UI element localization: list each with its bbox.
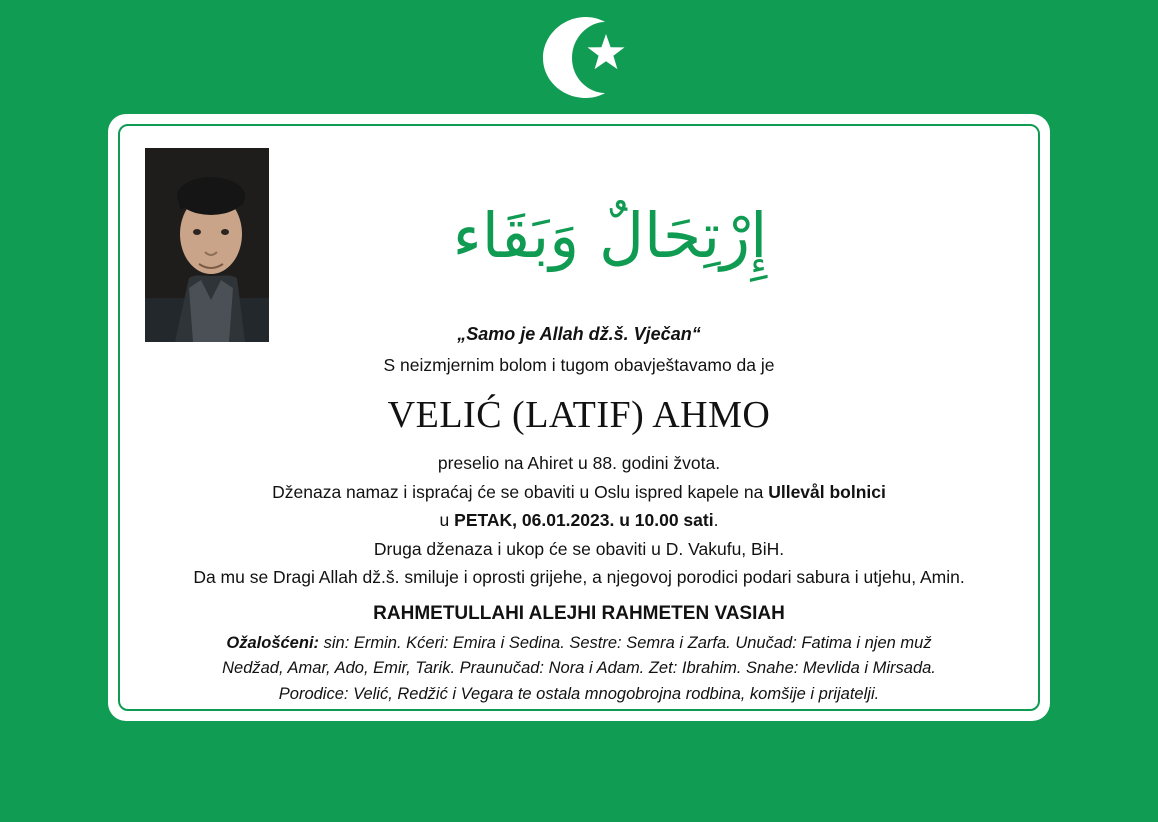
quote-line: „Samo je Allah dž.š. Vječan“ xyxy=(457,324,701,344)
funeral-time-suffix: . xyxy=(713,510,719,531)
portrait-photo-icon xyxy=(145,148,269,342)
rahmetullahi-line: RAHMETULLAHI ALEJHI RAHMETEN VASIAH xyxy=(373,602,785,624)
arabic-calligraphy-text: إِرْتِحَالٌ وَبَقَاء xyxy=(452,199,768,272)
intro-line: S neizmjernim bolom i tugom obavještavamo da je xyxy=(383,355,775,376)
crescent-star-icon xyxy=(524,14,634,100)
funeral-prayer-line xyxy=(150,479,1008,506)
mourners-label: Ožalošćeni: xyxy=(226,633,320,652)
funeral-time-prefix: u xyxy=(439,510,455,531)
arabic-calligraphy xyxy=(415,156,805,316)
obituary-card xyxy=(108,114,1050,721)
crescent-star-emblem xyxy=(0,12,1158,102)
funeral-prayer-prefix: Dženaza namaz i ispraćaj će se obaviti u Oslu ispred kapele na xyxy=(272,481,769,502)
funeral-place: Ullevål bolnici xyxy=(768,481,886,502)
mourners-text: sin: Ermin. Kćeri: Emira i Sedina. Sestre: Semra i Zarfa. Unučad: Fatima i njen muž Nedžad, Amar, Ado, Emir, Tarik. Praunučad: Nora i Adam. Zet: Ibrahim. Snahe: Mevlida i Mirsada. Porodice: Velić, Redžić i Vegara te ostala mnogobrojna rodbina, komšije i prijatelji. xyxy=(222,633,936,704)
mourners-line xyxy=(202,631,956,708)
prayer-line: Da mu se Dragi Allah dž.š. smiluje i oprosti grijehe, a njegovoj porodici podari sabura i utjehu, Amin. xyxy=(193,567,965,588)
funeral-time-line xyxy=(150,507,1008,534)
age-line: preselio na Ahiret u 88. godini žvota. xyxy=(437,452,721,473)
funeral-time-value: PETAK, 06.01.2023. u 10.00 sati xyxy=(454,510,714,531)
card-border xyxy=(118,124,1040,711)
deceased-name: VELIĆ (LATIF) AHMO xyxy=(387,393,771,436)
second-funeral-line: Druga dženaza i ukop će se obaviti u D. Vakufu, BiH. xyxy=(373,538,785,559)
portrait-photo xyxy=(145,148,269,342)
obituary-body xyxy=(150,321,1008,708)
